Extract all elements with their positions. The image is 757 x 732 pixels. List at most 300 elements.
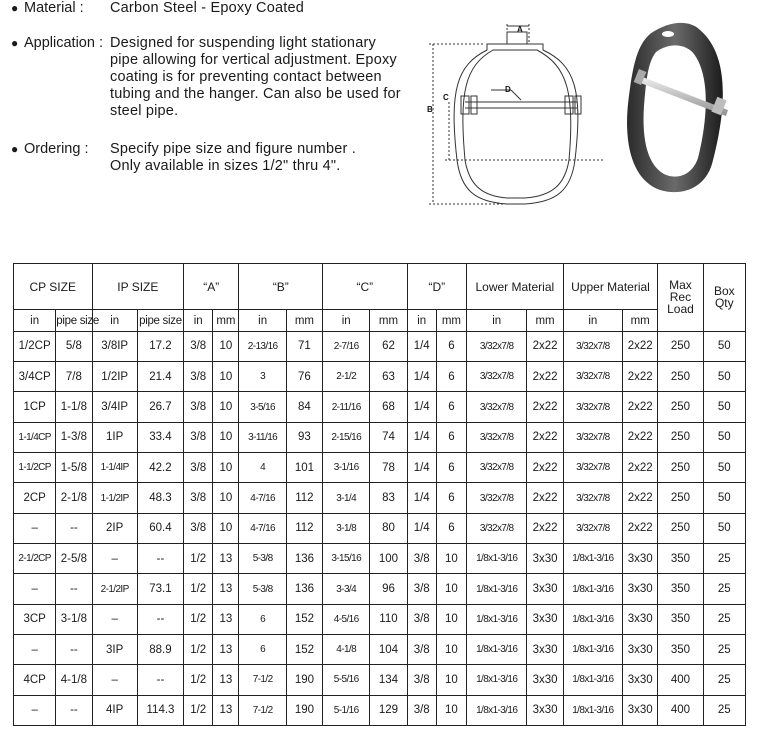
table-cell: 3/8 [184,483,213,513]
table-cell: 6 [436,362,466,392]
table-cell: 2x22 [527,392,563,422]
table-cell: – [92,544,137,574]
table-cell: – [14,574,56,604]
hanger-product-image [610,14,750,204]
header-lower-material: Lower Material [467,264,564,310]
table-cell: 5-1/16 [323,695,370,725]
table-cell: 50 [703,331,745,361]
table-cell: 10 [213,513,239,543]
table-cell: 3x30 [527,665,563,695]
table-cell: 25 [703,544,745,574]
table-cell: 1-3/8 [56,422,92,452]
header-b: “B” [239,264,323,310]
spec-ordering-label: Ordering : [24,141,89,157]
table-cell: 3/32x7/8 [563,513,622,543]
spec-table [13,263,746,726]
table-cell: 17.2 [137,331,183,361]
subheader-cell: in [563,310,622,331]
table-cell: 101 [286,453,322,483]
spec-application-line: coating is for preventing contact between [110,69,382,85]
table-cell: 350 [658,544,703,574]
table-cell: 4-5/16 [323,604,370,634]
table-cell: 13 [213,635,239,665]
table-cell: 1-1/2IP [92,483,137,513]
table-cell: 1/8x1-3/16 [563,574,622,604]
table-cell: 93 [286,422,322,452]
table-cell: 88.9 [137,635,183,665]
bullet-icon: ● [11,1,19,15]
subheader-cell: in [92,310,137,331]
table-cell: 1/4 [407,331,436,361]
table-cell: 13 [213,604,239,634]
table-cell: 63 [370,362,407,392]
spec-application-line: tubing and the hanger. Can also be used for [110,86,401,102]
header-box-qty [703,264,745,332]
table-cell: 3/8 [407,574,436,604]
table-cell: 3/32x7/8 [563,362,622,392]
table-cell: 73.1 [137,574,183,604]
table-cell: 3x30 [527,635,563,665]
spec-material-label: Material : [24,0,84,16]
table-cell: 13 [213,695,239,725]
table-cell: 1-5/8 [56,453,92,483]
table-cell: 10 [213,483,239,513]
table-cell: -- [56,513,92,543]
table-row [14,604,746,634]
table-cell: 250 [658,453,703,483]
table-cell: 83 [370,483,407,513]
table-cell: 78 [370,453,407,483]
table-cell: -- [56,635,92,665]
table-cell: 3x30 [623,665,658,695]
table-cell: 134 [370,665,407,695]
spec-material-value: Carbon Steel - Epoxy Coated [110,0,305,16]
table-cell: 1/2 [184,544,213,574]
table-cell: 4-1/8 [323,635,370,665]
table-cell: 1/2IP [92,362,137,392]
table-cell: 3-5/16 [239,392,286,422]
table-cell: 76 [286,362,322,392]
table-cell: – [14,635,56,665]
table-cell: 4IP [92,695,137,725]
table-cell: 3/8 [407,635,436,665]
table-cell: 1/8x1-3/16 [467,695,527,725]
table-cell: 350 [658,604,703,634]
table-cell: 3x30 [527,544,563,574]
table-cell: 2-1/2 [323,362,370,392]
table-cell: 50 [703,362,745,392]
subheader-cell: in [323,310,370,331]
table-cell: 6 [436,453,466,483]
table-cell: 1-1/4CP [14,422,56,452]
table-cell: 2-13/16 [239,331,286,361]
table-cell: 7-1/2 [239,665,286,695]
table-cell: – [92,604,137,634]
table-cell: 110 [370,604,407,634]
table-cell: 3-15/16 [323,544,370,574]
table-cell: 3x30 [623,574,658,604]
table-cell: 3/32x7/8 [467,513,527,543]
header-max-rec-load-line: Max [669,278,692,293]
spec-ordering-line: Specify pipe size and figure number . [110,141,356,157]
table-cell: 3x30 [623,544,658,574]
table-cell: 1-1/4IP [92,453,137,483]
table-cell: 4 [239,453,286,483]
table-cell: 42.2 [137,453,183,483]
table-cell: 104 [370,635,407,665]
table-cell: 4-1/8 [56,665,92,695]
dim-label-d: D [505,85,511,94]
table-cell: 3/8 [184,453,213,483]
spec-application-line: steel pipe. [110,103,179,119]
dim-label-a: A [517,25,523,34]
table-cell: 3/32x7/8 [563,453,622,483]
table-row [14,453,746,483]
table-cell: 25 [703,604,745,634]
table-cell: 33.4 [137,422,183,452]
table-cell: 3/32x7/8 [467,483,527,513]
table-cell: 25 [703,665,745,695]
table-cell: 4-7/16 [239,483,286,513]
table-row [14,392,746,422]
table-cell: 3/32x7/8 [467,331,527,361]
table-cell: 3-1/8 [56,604,92,634]
table-cell: 74 [370,422,407,452]
table-cell: 2IP [92,513,137,543]
table-cell: 2-7/16 [323,331,370,361]
table-row [14,422,746,452]
table-cell: 3/32x7/8 [563,483,622,513]
table-row [14,635,746,665]
table-cell: 6 [436,422,466,452]
table-cell: 2x22 [623,483,658,513]
table-cell: 68 [370,392,407,422]
table-cell: 3x30 [623,635,658,665]
table-cell: 10 [436,574,466,604]
table-cell: 10 [436,695,466,725]
table-cell: 13 [213,574,239,604]
subheader-cell: in [407,310,436,331]
table-cell: 1-1/2CP [14,453,56,483]
table-cell: 3x30 [527,574,563,604]
table-cell: 10 [213,392,239,422]
header-box-qty-line: Qty [714,296,734,311]
table-cell: 1/8x1-3/16 [563,544,622,574]
table-cell: 1/2 [184,695,213,725]
table-cell: 2x22 [527,362,563,392]
table-cell: – [14,513,56,543]
table-cell: 1/4 [407,483,436,513]
table-cell: 3-11/16 [239,422,286,452]
table-cell: 5-3/8 [239,544,286,574]
dim-label-b: B [427,105,433,114]
table-cell: 1/8x1-3/16 [563,695,622,725]
table-cell: 2x22 [527,453,563,483]
table-cell: 10 [213,422,239,452]
table-cell: 1/8x1-3/16 [467,635,527,665]
table-cell: 80 [370,513,407,543]
table-cell: 50 [703,513,745,543]
table-cell: 3 [239,362,286,392]
table-cell: 3/32x7/8 [563,422,622,452]
hanger-technical-drawing [425,20,615,210]
table-cell: 100 [370,544,407,574]
header-max-rec-load-line: Load [667,302,694,317]
table-cell: 3CP [14,604,56,634]
table-cell: – [14,695,56,725]
spec-application-line: pipe allowing for vertical adjustment. Epoxy [110,52,397,68]
spec-ordering-line: Only available in sizes 1/2" thru 4". [110,158,341,174]
table-cell: 136 [286,574,322,604]
table-cell: 10 [213,453,239,483]
table-cell: 10 [436,635,466,665]
table-cell: 71 [286,331,322,361]
table-cell: 1/2 [184,635,213,665]
table-cell: 84 [286,392,322,422]
table-cell: 190 [286,665,322,695]
table-cell: 2x22 [623,362,658,392]
table-cell: 3/32x7/8 [563,331,622,361]
table-cell: 3x30 [623,604,658,634]
header-ip-size: IP SIZE [92,264,184,310]
subheader-cell: pipe size [137,310,183,331]
table-row [14,362,746,392]
subheader-cell: pipe size [56,310,92,331]
table-cell: 112 [286,483,322,513]
header-a: “A” [184,264,239,310]
spec-application-label: Application : [24,35,103,51]
table-cell: 250 [658,422,703,452]
table-cell: 3/32x7/8 [467,453,527,483]
table-cell: 25 [703,574,745,604]
table-cell: 1/8x1-3/16 [467,544,527,574]
table-cell: 1/2CP [14,331,56,361]
table-cell: 50 [703,422,745,452]
table-cell: 10 [213,362,239,392]
table-cell: 6 [436,513,466,543]
table-cell: 3/8IP [92,331,137,361]
table-header-row [14,264,746,310]
table-cell: 2-1/2IP [92,574,137,604]
header-box-qty-line: Box [713,284,735,299]
table-cell: 6 [239,635,286,665]
table-cell: 250 [658,362,703,392]
table-cell: 1/8x1-3/16 [563,635,622,665]
header-max-rec-load-line: Rec [669,290,692,305]
table-cell: 112 [286,513,322,543]
table-cell: 1/4 [407,422,436,452]
subheader-cell: mm [436,310,466,331]
table-cell: 10 [436,665,466,695]
table-cell: 6 [436,331,466,361]
table-cell: 190 [286,695,322,725]
bullet-icon: ● [11,36,19,50]
subheader-cell: in [14,310,56,331]
table-row [14,544,746,574]
table-cell: 3/8 [407,604,436,634]
dim-label-c: C [443,93,449,102]
table-cell: 1/2 [184,574,213,604]
table-cell: 3/8 [407,695,436,725]
table-cell: 2x22 [623,513,658,543]
table-cell: 3/8 [184,362,213,392]
table-cell: 3x30 [623,695,658,725]
table-cell: 1/8x1-3/16 [563,665,622,695]
table-cell: 1/8x1-3/16 [467,574,527,604]
header-c: “C” [323,264,408,310]
spec-ordering-value [110,141,430,175]
table-cell: 2-15/16 [323,422,370,452]
table-cell: 13 [213,544,239,574]
table-cell: 2x22 [527,422,563,452]
table-cell: 250 [658,331,703,361]
table-cell: 1/2 [184,604,213,634]
table-cell: 2-1/2CP [14,544,56,574]
table-row [14,483,746,513]
table-cell: 60.4 [137,513,183,543]
subheader-cell: in [467,310,527,331]
table-cell: 2-1/8 [56,483,92,513]
table-cell: 1/4 [407,453,436,483]
table-cell: 129 [370,695,407,725]
table-cell: 2x22 [527,513,563,543]
subheader-cell: mm [623,310,658,331]
table-subheader-row [14,310,746,331]
table-cell: 50 [703,392,745,422]
table-row [14,665,746,695]
table-cell: 2x22 [623,453,658,483]
table-cell: 1/4 [407,392,436,422]
table-cell: 25 [703,695,745,725]
table-cell: 21.4 [137,362,183,392]
table-cell: 3/8 [184,422,213,452]
table-cell: 250 [658,483,703,513]
table-cell: 1/4 [407,513,436,543]
subheader-cell: mm [527,310,563,331]
table-cell: 3/32x7/8 [467,392,527,422]
header-upper-material: Upper Material [563,264,658,310]
table-cell: 3-1/8 [323,513,370,543]
table-cell: 62 [370,331,407,361]
table-cell: 3/8 [184,392,213,422]
table-cell: 1/2 [184,665,213,695]
table-cell: 1/4 [407,362,436,392]
table-row [14,574,746,604]
table-cell: 3/8 [407,665,436,695]
table-cell: 2CP [14,483,56,513]
table-cell: 5-3/8 [239,574,286,604]
table-cell: 13 [213,665,239,695]
table-cell: 1-1/8 [56,392,92,422]
table-cell: 3/8 [407,544,436,574]
table-cell: 2x22 [623,422,658,452]
table-cell: 3/4CP [14,362,56,392]
table-cell: 10 [436,604,466,634]
table-cell: 50 [703,453,745,483]
table-cell: 3/32x7/8 [467,362,527,392]
table-cell: 1IP [92,422,137,452]
table-cell: 96 [370,574,407,604]
table-cell: 400 [658,665,703,695]
table-cell: 6 [239,604,286,634]
subheader-cell: mm [213,310,239,331]
table-cell: -- [137,544,183,574]
table-cell: 1/8x1-3/16 [467,604,527,634]
table-cell: 136 [286,544,322,574]
table-cell: 250 [658,513,703,543]
table-cell: 6 [436,392,466,422]
table-cell: 4CP [14,665,56,695]
table-cell: -- [137,604,183,634]
table-row [14,513,746,543]
table-cell: 3/8 [184,331,213,361]
table-cell: -- [56,695,92,725]
subheader-cell: mm [286,310,322,331]
table-cell: 10 [436,544,466,574]
table-cell: 350 [658,635,703,665]
table-cell: 50 [703,483,745,513]
header-max-rec-load [658,264,703,332]
table-cell: 2x22 [623,392,658,422]
table-cell: 400 [658,695,703,725]
table-cell: 25 [703,635,745,665]
table-cell: 48.3 [137,483,183,513]
table-cell: 1CP [14,392,56,422]
bullet-icon: ● [11,142,19,156]
table-cell: 3/32x7/8 [563,392,622,422]
table-cell: 5/8 [56,331,92,361]
table-cell: 2x22 [623,331,658,361]
subheader-cell: in [184,310,213,331]
table-cell: 250 [658,392,703,422]
table-cell: 114.3 [137,695,183,725]
table-row [14,695,746,725]
table-cell: 3IP [92,635,137,665]
table-cell: 152 [286,604,322,634]
table-cell: -- [137,665,183,695]
table-cell: 3-1/16 [323,453,370,483]
table-cell: 350 [658,574,703,604]
table-cell: 2x22 [527,331,563,361]
spec-application-value [110,35,430,120]
table-cell: 3-1/4 [323,483,370,513]
table-cell: 3-3/4 [323,574,370,604]
table-cell: 10 [213,331,239,361]
subheader-cell: in [239,310,286,331]
table-cell: 4-7/16 [239,513,286,543]
table-cell: 6 [436,483,466,513]
table-cell: 3x30 [527,604,563,634]
table-cell: 3x30 [527,695,563,725]
table-cell: 152 [286,635,322,665]
table-row [14,331,746,361]
table-cell: 1/8x1-3/16 [467,665,527,695]
table-cell: 5-5/16 [323,665,370,695]
table-cell: 1/8x1-3/16 [563,604,622,634]
table-cell: 2x22 [527,483,563,513]
spec-application-line: Designed for suspending light stationary [110,35,376,51]
table-cell: 2-11/16 [323,392,370,422]
table-cell: 26.7 [137,392,183,422]
header-cp-size: CP SIZE [14,264,93,310]
table-cell: 7/8 [56,362,92,392]
table-cell: – [92,665,137,695]
subheader-cell: mm [370,310,407,331]
header-d: “D” [407,264,466,310]
table-cell: 3/32x7/8 [467,422,527,452]
table-cell: 2-5/8 [56,544,92,574]
table-cell: -- [56,574,92,604]
